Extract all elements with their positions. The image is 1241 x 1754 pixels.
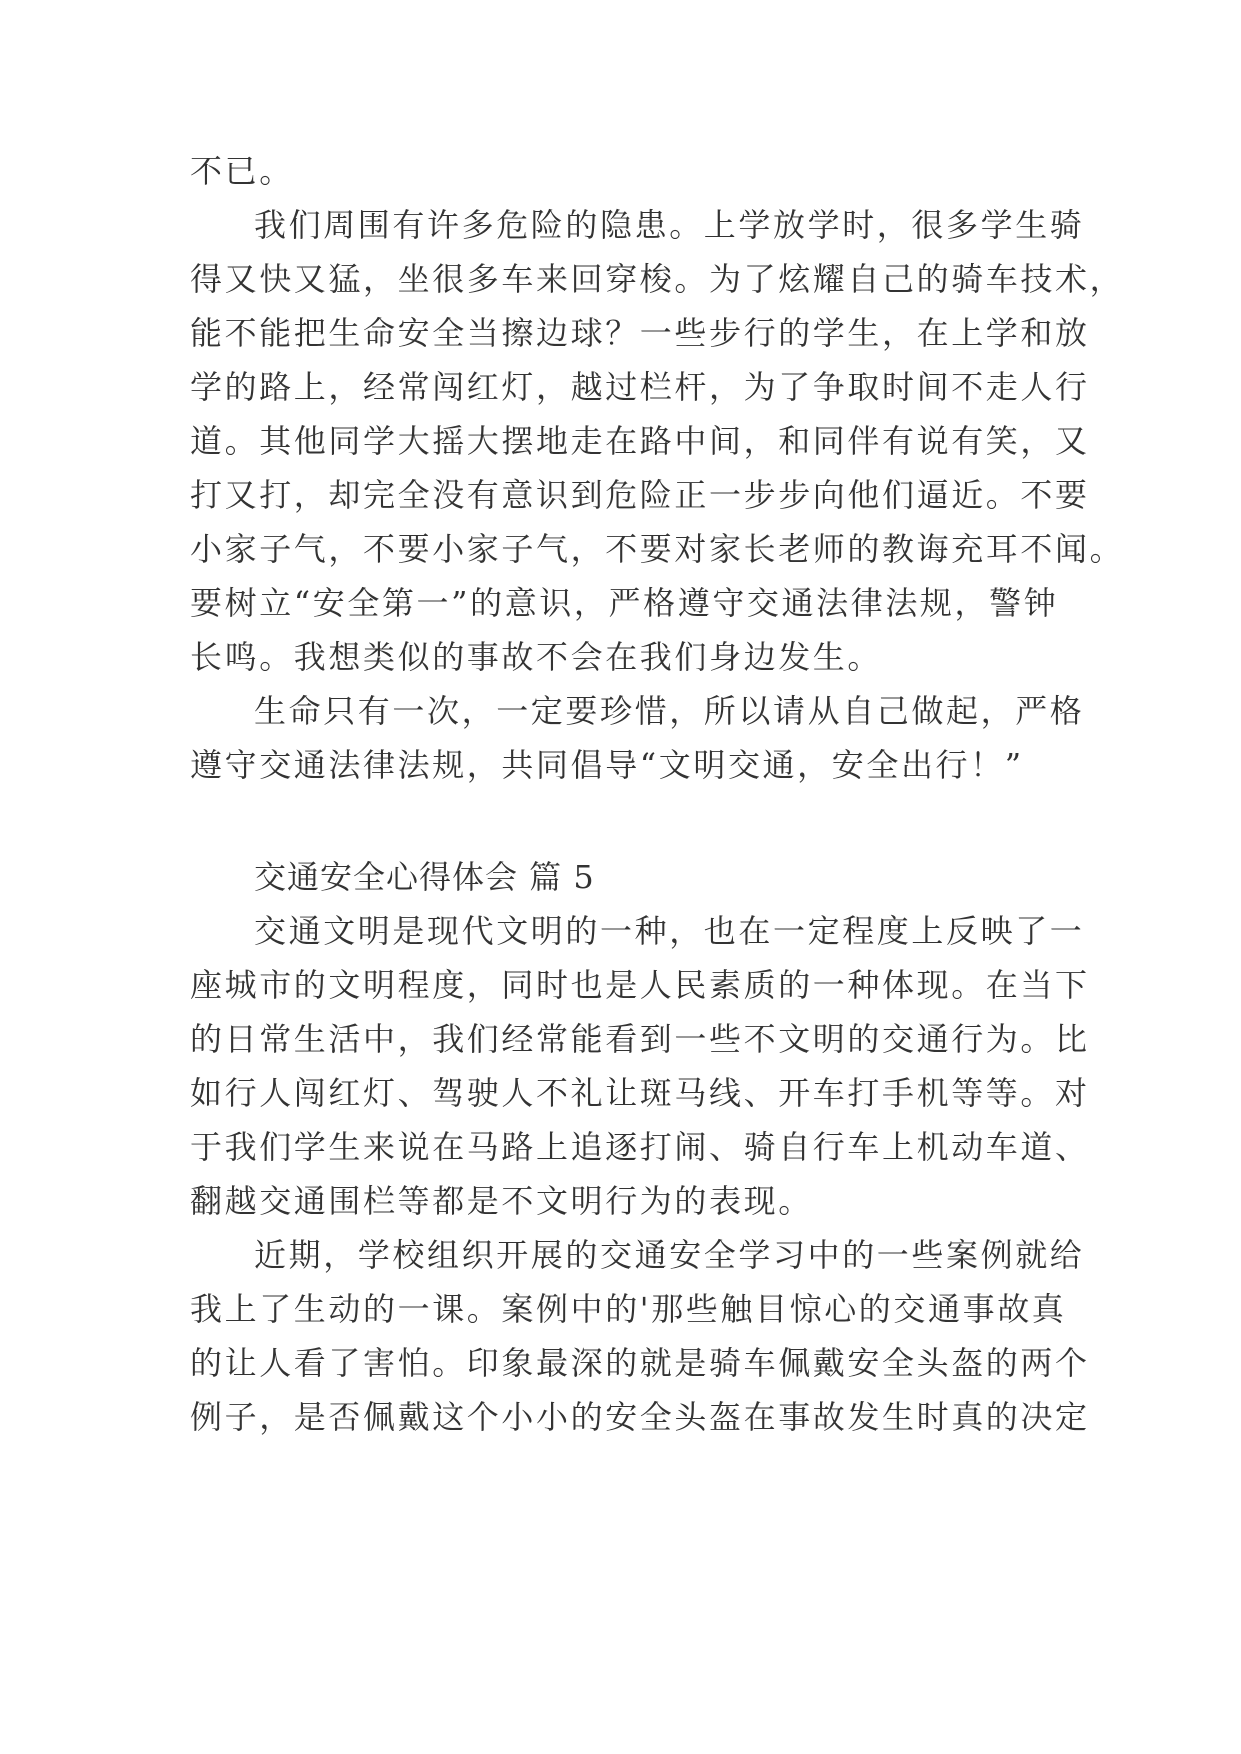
- text-line: 的日常生活中，我们经常能看到一些不文明的交通行为。比: [190, 1020, 1090, 1058]
- text-line: 打又打，却完全没有意识到危险正一步步向他们逼近。不要: [190, 476, 1090, 514]
- text-line: 能不能把生命安全当擦边球？一些步行的学生，在上学和放: [190, 314, 1090, 352]
- text-line: 学的路上，经常闯红灯，越过栏杆，为了争取时间不走人行: [190, 368, 1090, 406]
- text-line: 近期，学校组织开展的交通安全学习中的一些案例就给: [254, 1236, 1085, 1274]
- text-line: 道。其他同学大摇大摆地走在路中间，和同伴有说有笑，又: [190, 422, 1090, 460]
- text-line: 得又快又猛，坐很多车来回穿梭。为了炫耀自己的骑车技术，: [190, 260, 1125, 298]
- text-line: 我们周围有许多危险的隐患。上学放学时，很多学生骑: [254, 206, 1085, 244]
- text-line: 座城市的文明程度，同时也是人民素质的一种体现。在当下: [190, 966, 1090, 1004]
- text-line: 交通文明是现代文明的一种，也在一定程度上反映了一: [254, 912, 1085, 950]
- text-line: 遵守交通法律法规，共同倡导“文明交通，安全出行！”: [190, 746, 1024, 784]
- text-line: 于我们学生来说在马路上追逐打闹、骑自行车上机动车道、: [190, 1128, 1090, 1166]
- text-line: 我上了生动的一课。案例中的'那些触目惊心的交通事故真: [190, 1290, 1067, 1328]
- text-line: 如行人闯红灯、驾驶人不礼让斑马线、开车打手机等等。对: [190, 1074, 1090, 1112]
- text-line: 要树立“安全第一”的意识，严格遵守交通法律法规，警钟: [190, 584, 1059, 622]
- text-line: 不已。: [190, 152, 294, 190]
- text-line: 例子，是否佩戴这个小小的安全头盔在事故发生时真的决定: [190, 1398, 1090, 1436]
- text-line: 的让人看了害怕。印象最深的就是骑车佩戴安全头盔的两个: [190, 1344, 1090, 1382]
- text-line: 小家子气，不要小家子气，不要对家长老师的教诲充耳不闻。: [190, 530, 1125, 568]
- section-heading: 交通安全心得体会 篇 5: [254, 858, 595, 896]
- text-line: 翻越交通围栏等都是不文明行为的表现。: [190, 1182, 813, 1220]
- text-line: 生命只有一次，一定要珍惜，所以请从自己做起，严格: [254, 692, 1085, 730]
- text-line: 长鸣。我想类似的事故不会在我们身边发生。: [190, 638, 883, 676]
